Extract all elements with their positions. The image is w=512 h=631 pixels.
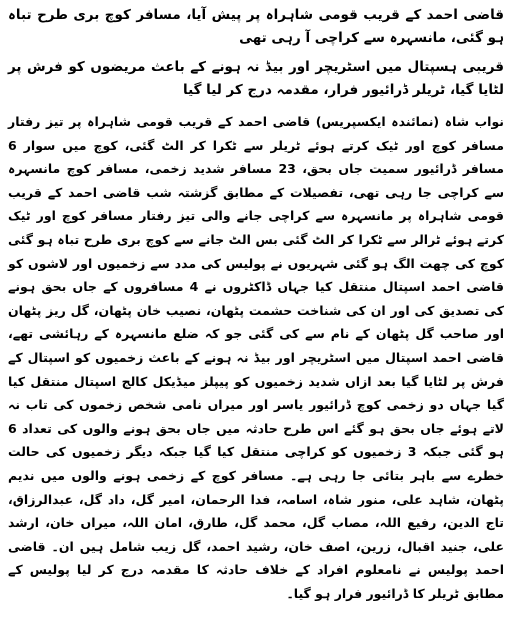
article-body: نواب شاہ (نمائندہ ایکسپریس) قاضی احمد کے قریب قومی شاہراہ پر تیز رفتار مسافر کوچ اور ٹیک کرتے ہوئے ٹریلر سے ٹکرا کر الٹ گئی، کوچ میں سوار 6 مسافر ڈرائیور سمیت جاں بحق، 23 مسافر شدید زخمی، مسافر کوچ مانسہرہ سے کراچی جا رہی تھی، تفصیلات کے مطابق گزشتہ شب قاضی احمد کے قریب قومی شاہراہ پر مانسہرہ سے کراچی جانے والی تیز رفتار مسافر کوچ اور ٹیک کرتے ہوئے ٹرالر سے ٹکرا کر الٹ گئی بس الٹ جانے سے کوچ بری طرح تباہ ہو گئی کوچ کی چھت الگ ہو گئی شہریوں نے پولیس کی مدد سے زخمیوں اور لاشوں کو قاضی احمد اسپتال منتقل کیا جہاں ڈاکٹروں نے 4 مسافروں کے جاں بحق ہونے کی تصدیق کی اور ان کی شناخت حشمت پٹھان، نصیب خان پٹھان، گل ریز پٹھان اور صاحب گل پٹھان کے نام سے کی گئی جو کہ ضلع مانسہرہ کے رہائشی تھے، قاضی احمد اسپتال میں اسٹریچر اور بیڈ نہ ہونے کے باعث زخمیوں کو اسپتال کے فرش پر لٹایا گیا بعد ازاں شدید زخمیوں کو پیپلز میڈیکل کالج اسپتال منتقل کیا گیا جہاں دو زخمی کوچ ڈرائیور یاسر اور میراں نامی شخص زخموں کی تاب نہ لاتے ہوئے جاں بحق ہو گئے اس طرح حادثہ میں جاں بحق ہونے والوں کی تعداد 6 ہو گئی جبکہ 3 زخمیوں کو کراچی منتقل کیا گیا جبکہ دیگر زخمیوں کی حالت خطرے سے باہر بتائی جا رہی ہے۔ مسافر کوچ کے زخمی ہونے والوں میں ندیم پٹھان، شاہد علی، منور شاہ، اسامہ، فدا الرحمان، امیر گل، داد گل، عبدالرزاق، تاج الدین، رفیع اللہ، مصاب گل، محمد گل، طارق، امان اللہ، میراں خان، ارشد علی، جنید اقبال، زرین، اصف خان، رشید احمد، گل زیب شامل ہیں ان۔ قاضی احمد پولیس نے نامعلوم افراد کے خلاف حادثہ کا مقدمہ درج کر لیا پولیس کے مطابق ٹریلر کا ڈرائیور فرار ہو گیا۔ xyxy=(8,114,504,601)
article-subheadline: قریبی ہسپتال میں اسٹریچر اور بیڈ نہ ہونے کے باعث مریضوں کو فرش پر لٹایا گیا، ٹریلر ڈرائیور فرار، مقدمہ درج کر لیا گیا xyxy=(8,59,504,98)
article-headline: قاضی احمد کے قریب قومی شاہراہ پر پیش آیا، مسافر کوچ بری طرح تباہ ہو گئی، مانسہرہ سے کراچی آ رہی تھی xyxy=(8,7,504,46)
